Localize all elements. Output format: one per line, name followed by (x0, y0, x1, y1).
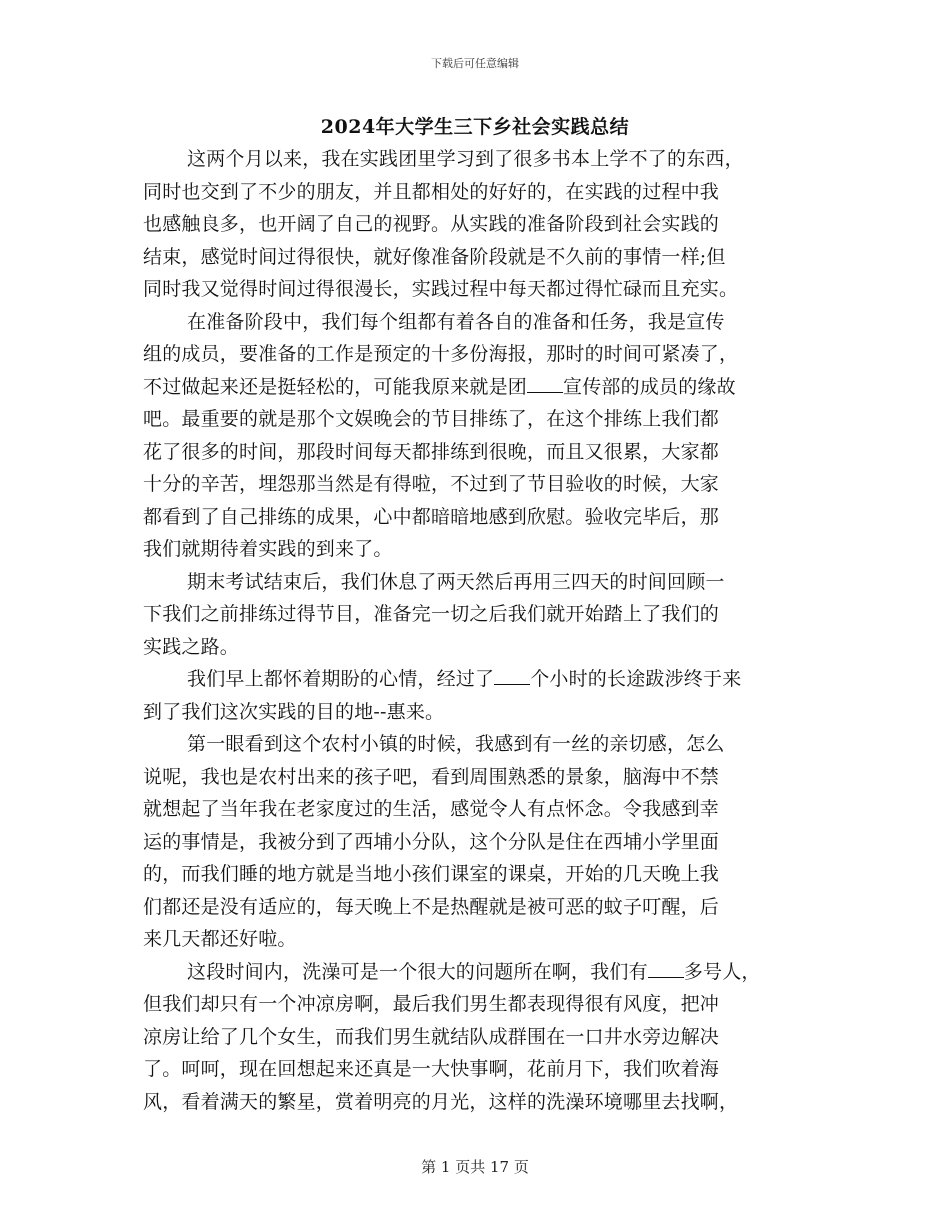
text-line (143, 273, 813, 306)
text-line (143, 241, 813, 274)
text-line-content: 不过做起来还是挺轻松的，可能我原来就是团 (143, 375, 528, 398)
text-line-content: 都看到了自己排练的成果，心中都暗暗地感到欣慰。验收完毕后，那 (143, 505, 720, 528)
text-line (143, 728, 813, 761)
document-title: 2024年大学生三下乡社会实践总结 (320, 116, 630, 138)
text-line (143, 306, 813, 339)
text-line (143, 1021, 813, 1054)
page-number: 第 1 页共 17 页 (421, 1158, 529, 1176)
text-line (143, 338, 813, 371)
fill-in-blank (648, 959, 684, 978)
text-line-content: 了。呵呵，现在回想起来还真是一大快事啊，花前月下，我们吹着海 (143, 1058, 720, 1080)
text-line (143, 176, 813, 209)
text-line-content: 吧。最重要的就是那个文娱晚会的节目排练了，在这个排练上我们都 (143, 408, 720, 430)
text-line-content: 到了我们这次实践的目的地--惠来。 (143, 700, 445, 723)
text-line-continuation: 个小时的长途跋涉终于来 (530, 668, 742, 690)
text-line-continuation: 宣传部的成员的缘故 (563, 375, 736, 398)
text-line (143, 891, 813, 924)
text-line (143, 923, 813, 956)
text-line (143, 533, 813, 566)
text-line-content: 风，看着满天的繁星，赏着明亮的月光，这样的洗澡环境哪里去找啊， (143, 1090, 739, 1113)
text-line-content: 我们就期待着实践的到来了。 (143, 538, 393, 560)
text-line (143, 566, 813, 599)
text-line (143, 988, 813, 1021)
text-line (143, 663, 813, 696)
text-line-content: 们都还是没有适应的，每天晚上不是热醒就是被可恶的蚊子叮醒，后 (143, 895, 720, 918)
text-line-content: 在准备阶段中，我们每个组都有着各自的准备和任务，我是宣传 (187, 310, 725, 333)
text-line (143, 761, 813, 794)
text-line (143, 468, 813, 501)
text-line (143, 403, 813, 436)
text-line-content: 的，而我们睡的地方就是当地小孩们课室的课桌，开始的几天晚上我 (143, 863, 720, 885)
text-line (143, 208, 813, 241)
text-line-content: 花了很多的时间，那段时间每天都排练到很晚，而且又很累，大家都 (143, 440, 720, 463)
fill-in-blank (494, 666, 530, 685)
text-line-content: 同时我又觉得时间过得很漫长，实践过程中每天都过得忙碌而且充实。 (143, 278, 739, 300)
text-line (143, 598, 813, 631)
text-line-content: 说呢，我也是农村出来的孩子吧，看到周围熟悉的景象，脑海中不禁 (143, 765, 720, 788)
text-line (143, 793, 813, 826)
text-line-content: 第一眼看到这个农村小镇的时候，我感到有一丝的亲切感，怎么 (187, 733, 725, 755)
text-line (143, 1053, 813, 1086)
document-body (143, 143, 813, 1118)
text-line-content: 但我们却只有一个冲凉房啊，最后我们男生都表现得很有风度，把冲 (143, 993, 720, 1015)
text-line (143, 143, 813, 176)
text-line-continuation: 多号人， (683, 960, 761, 983)
text-line (143, 371, 813, 404)
text-line-content: 十分的辛苦，埋怨那当然是有得啦，不过到了节目验收的时候，大家 (143, 473, 720, 495)
header-note: 下载后可任意编辑 (431, 57, 519, 70)
text-line-content: 凉房让给了几个女生，而我们男生就结队成群围在一口井水旁边解决 (143, 1025, 720, 1048)
text-line-content: 来几天都还好啦。 (143, 928, 297, 950)
fill-in-blank (527, 374, 563, 393)
text-line (143, 858, 813, 891)
text-line-content: 我们早上都怀着期盼的心情，经过了 (187, 668, 495, 690)
text-line-content: 这两个月以来，我在实践团里学习到了很多书本上学不了的东西， (187, 148, 744, 170)
text-line (143, 956, 813, 989)
text-line (143, 631, 813, 664)
text-line (143, 826, 813, 859)
text-line-content: 期末考试结束后，我们休息了两天然后再用三四天的时间回顾一 (187, 570, 725, 593)
text-line-content: 实践之路。 (143, 635, 240, 658)
text-line (143, 1086, 813, 1119)
text-line-content: 也感触良多，也开阔了自己的视野。从实践的准备阶段到社会实践的 (143, 213, 720, 235)
text-line (143, 436, 813, 469)
text-line-content: 组的成员，要准备的工作是预定的十多份海报，那时的时间可紧凑了， (143, 343, 739, 365)
text-line-content: 下我们之前排练过得节目，准备完一切之后我们就开始踏上了我们的 (143, 603, 720, 625)
text-line-content: 同时也交到了不少的朋友，并且都相处的好好的，在实践的过程中我 (143, 180, 720, 203)
text-line-content: 结束，感觉时间过得很快，就好像准备阶段就是不久前的事情一样;但 (143, 245, 726, 268)
text-line-content: 就想起了当年我在老家度过的生活，感觉令人有点怀念。令我感到幸 (143, 798, 720, 820)
text-line (143, 501, 813, 534)
text-line-content: 运的事情是，我被分到了西埔小分队，这个分队是住在西埔小学里面 (143, 830, 720, 853)
text-line-content: 这段时间内，洗澡可是一个很大的问题所在啊，我们有 (187, 960, 648, 983)
text-line (143, 696, 813, 729)
